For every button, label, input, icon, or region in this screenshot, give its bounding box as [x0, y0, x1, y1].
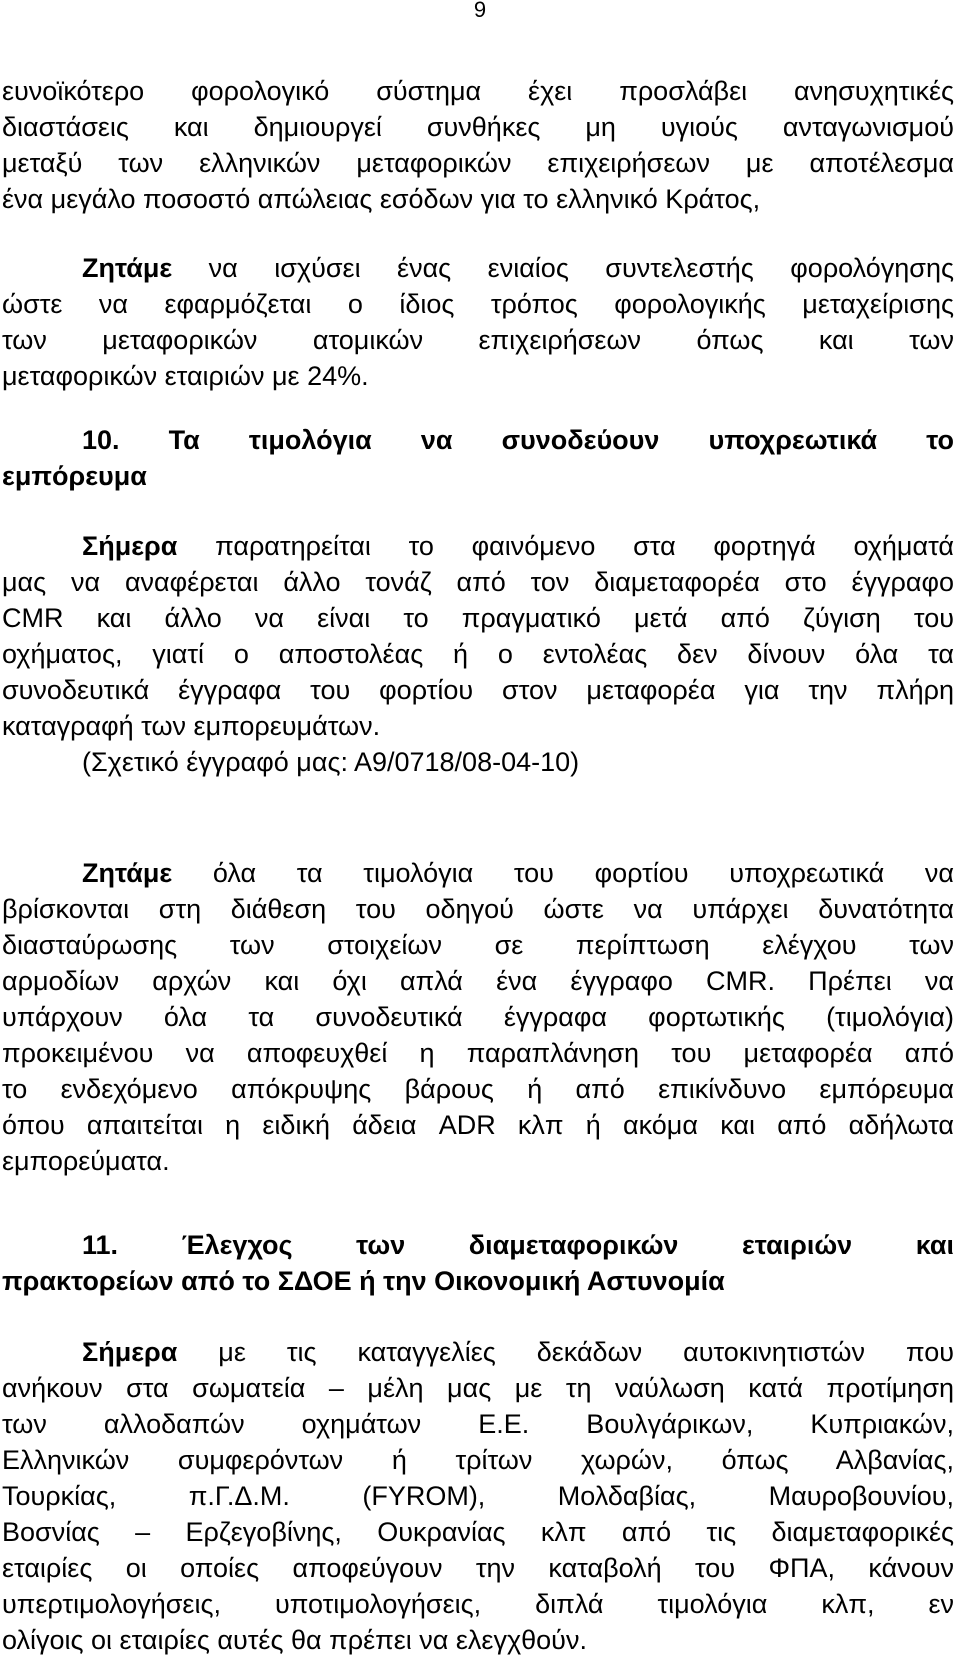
paragraph-line: CMR και άλλο να είναι το πραγματικό μετά από ζύγιση του — [2, 603, 954, 633]
lead-word: Ζητάμε — [82, 253, 173, 283]
paragraph-line: μας να αναφέρεται άλλο τονάζ από τον διαμεταφορέα στο έγγραφο — [2, 567, 954, 597]
paragraph-line: υπάρχουν όλα τα συνοδευτικά έγγραφα φορτωτικής (τιμολόγια) — [2, 1002, 954, 1032]
paragraph-line: εταιρίες οι οποίες αποφεύγουν την καταβολή του ΦΠΑ, κάνουν — [2, 1553, 954, 1583]
paragraph-line: βρίσκονται στη διάθεση του οδηγού ώστε να υπάρχει δυνατότητα — [2, 894, 954, 924]
paragraph-line: Ελληνικών συμφερόντων ή τρίτων χωρών, όπως Αλβανίας, — [2, 1445, 954, 1475]
section-11-today-paragraph — [2, 1334, 954, 1658]
lead-word: Σήμερα — [82, 1337, 178, 1367]
page-number: 9 — [473, 0, 487, 22]
paragraph-line: διασταύρωσης των στοιχείων σε περίπτωση ελέγχου των — [2, 930, 954, 960]
section-10-demand-paragraph — [2, 855, 954, 1179]
paragraph-line: μεταξύ των ελληνικών μεταφορικών επιχειρήσεων με αποτέλεσμα — [2, 148, 954, 178]
intro-paragraph — [2, 73, 954, 217]
paragraph-line: αρμοδίων αρχών και όχι απλά ένα έγγραφο CMR. Πρέπει να — [2, 966, 954, 996]
paragraph-line: υπερτιμολογήσεις, υποτιμολογήσεις, διπλά τιμολόγια κλπ, εν — [2, 1589, 954, 1619]
lead-rest: όλα τα τιμολόγια του φορτίου υποχρεωτικά να — [172, 858, 954, 888]
section-10-heading — [2, 422, 954, 494]
paragraph-line: ολίγοις οι εταιρίες αυτές θα πρέπει να ελεγχθούν. — [2, 1625, 587, 1655]
heading-line: 11. Έλεγχος των διαμεταφορικών εταιριών και — [82, 1230, 954, 1260]
lead-rest: να ισχύσει ένας ενιαίος συντελεστής φορολόγησης — [172, 253, 954, 283]
section-11-heading — [2, 1227, 954, 1299]
paragraph-line: ανήκουν στα σωματεία – μέλη μας με τη ναύλωση κατά προτίμηση — [2, 1373, 954, 1403]
paragraph-line: μεταφορικών εταιριών με 24%. — [2, 361, 369, 391]
paragraph-line — [2, 528, 954, 564]
paragraph-line: το ενδεχόμενο απόκρυψης βάρους ή από επικίνδυνο εμπόρευμα — [2, 1074, 954, 1104]
paragraph-line: Τουρκίας, π.Γ.Δ.Μ. (FYROM), Μολδαβίας, Μαυροβουνίου, — [2, 1481, 954, 1511]
paragraph-line: ώστε να εφαρμόζεται ο ίδιος τρόπος φορολογικής μεταχείρισης — [2, 289, 954, 319]
heading-line: εμπόρευμα — [2, 461, 147, 491]
paragraph-line: διαστάσεις και δημιουργεί συνθήκες μη υγιούς ανταγωνισμού — [2, 112, 954, 142]
paragraph-line — [2, 1334, 954, 1370]
lead-word: Ζητάμε — [82, 858, 173, 888]
paragraph-line: των μεταφορικών ατομικών επιχειρήσεων όπως και των — [2, 325, 954, 355]
paragraph-line: προκειμένου να αποφευχθεί η παραπλάνηση του μεταφορέα από — [2, 1038, 954, 1068]
paragraph-line: οχήματος, γιατί ο αποστολέας ή ο εντολέας δεν δίνουν όλα τα — [2, 639, 954, 669]
paragraph-line: ευνοϊκότερο φορολογικό σύστημα έχει προσλάβει ανησυχητικές — [2, 76, 954, 106]
paragraph-line: Βοσνίας – Ερζεγοβίνης, Ουκρανίας κλπ από τις διαμεταφορικές — [2, 1517, 954, 1547]
section-10-today-paragraph — [2, 528, 954, 780]
paragraph-line — [2, 250, 954, 286]
paragraph-line — [2, 855, 954, 891]
lead-word: Σήμερα — [82, 531, 178, 561]
paragraph-line: ένα μεγάλο ποσοστό απώλειας εσόδων για το ελληνικό Κράτος, — [2, 184, 761, 214]
paragraph-line: εμπορεύματα. — [2, 1146, 170, 1176]
heading-line: 10. Τα τιμολόγια να συνοδεύουν υποχρεωτικά το — [82, 425, 954, 455]
lead-rest: με τις καταγγελίες δεκάδων αυτοκινητιστών που — [177, 1337, 954, 1367]
paragraph-line: καταγραφή των εμπορευμάτων. — [2, 711, 381, 741]
paragraph-line: όπου απαιτείται η ειδική άδεια ADR κλπ ή ακόμα και από αδήλωτα — [2, 1110, 954, 1140]
lead-rest: παρατηρείται το φαινόμενο στα φορτηγά οχήματά — [177, 531, 954, 561]
tax-demand-paragraph — [2, 250, 954, 394]
reference-line: (Σχετικό έγγραφό μας: Α9/0718/08-04-10) — [82, 747, 580, 777]
paragraph-line: συνοδευτικά έγγραφα του φορτίου στον μεταφορέα για την πλήρη — [2, 675, 954, 705]
heading-line: πρακτορείων από το ΣΔΟΕ ή την Οικονομική Αστυνομία — [2, 1266, 725, 1296]
paragraph-line: των αλλοδαπών οχημάτων Ε.Ε. Βουλγάρικων, Κυπριακών, — [2, 1409, 954, 1439]
